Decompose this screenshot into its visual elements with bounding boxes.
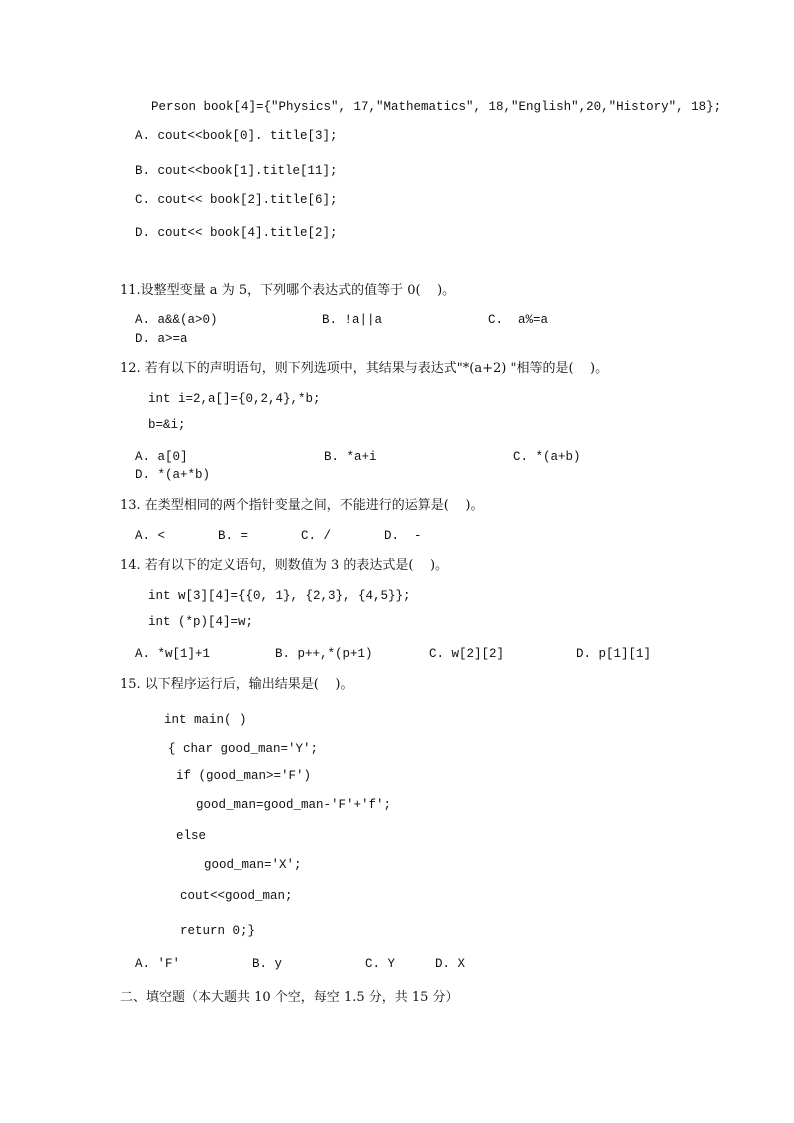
q13-question: 13. 在类型相同的两个指针变量之间，不能进行的运算是( )。 <box>120 498 484 513</box>
section-2-title: 二、填空题（本大题共 10 个空，每空 1.5 分，共 15 分） <box>120 990 459 1005</box>
q13-option-a: A. < <box>135 529 166 543</box>
q15-option-a: A. 'F' <box>135 957 181 971</box>
q10-code: Person book[4]={"Physics", 17,"Mathematics", 18,"English",20,"History", 18}; <box>151 100 722 114</box>
q14-option-d: D. p[1][1] <box>576 647 652 661</box>
q13-option-d: D. - <box>384 529 422 543</box>
q12-option-c: C. *(a+b) <box>513 450 581 464</box>
q13-option-c: C. / <box>301 529 332 543</box>
q11-option-d: D. a>=a <box>135 332 188 346</box>
q12-option-b: B. *a+i <box>324 450 377 464</box>
q15-code-line-5: else <box>176 829 207 843</box>
q15-code-line-8: return 0;} <box>180 924 256 938</box>
q11-question: 11.设整型变量 a 为 5，下列哪个表达式的值等于 0( )。 <box>120 283 456 298</box>
q14-option-c: C. w[2][2] <box>429 647 505 661</box>
q11-option-a: A. a&&(a>0) <box>135 313 218 327</box>
q15-code-line-4: good_man=good_man-'F'+'f'; <box>196 798 392 812</box>
q10-option-a: A. cout<<book[0]. title[3]; <box>135 129 338 143</box>
q15-option-b: B. y <box>252 957 283 971</box>
q15-code-line-6: good_man='X'; <box>204 858 302 872</box>
q11-option-c: C. a%=a <box>488 313 549 327</box>
q14-code-line-1: int w[3][4]={{0, 1}, {2,3}, {4,5}}; <box>148 589 411 603</box>
q15-code-line-1: int main( ) <box>164 713 247 727</box>
q12-code-line-1: int i=2,a[]={0,2,4},*b; <box>148 392 321 406</box>
q15-code-line-7: cout<<good_man; <box>180 889 293 903</box>
q12-question: 12. 若有以下的声明语句，则下列选项中，其结果与表达式"*(a+2) "相等的是( )。 <box>120 361 609 376</box>
q11-option-b: B. !a||a <box>322 313 383 327</box>
q14-option-a: A. *w[1]+1 <box>135 647 211 661</box>
q14-question: 14. 若有以下的定义语句，则数值为 3 的表达式是( )。 <box>120 558 449 573</box>
q15-code-line-3: if (good_man>='F') <box>176 769 312 783</box>
q10-option-c: C. cout<< book[2].title[6]; <box>135 193 338 207</box>
q14-option-b: B. p++,*(p+1) <box>275 647 373 661</box>
q15-code-line-2: { char good_man='Y'; <box>168 742 319 756</box>
q15-option-d: D. X <box>435 957 466 971</box>
q12-option-d: D. *(a+*b) <box>135 468 211 482</box>
q13-option-b: B. = <box>218 529 249 543</box>
q15-question: 15. 以下程序运行后，输出结果是( )。 <box>120 677 354 692</box>
q12-code-line-2: b=&i; <box>148 418 186 432</box>
q12-option-a: A. a[0] <box>135 450 188 464</box>
q10-option-d: D. cout<< book[4].title[2]; <box>135 226 338 240</box>
q10-option-b: B. cout<<book[1].title[11]; <box>135 164 338 178</box>
q15-option-c: C. Y <box>365 957 396 971</box>
q14-code-line-2: int (*p)[4]=w; <box>148 615 254 629</box>
